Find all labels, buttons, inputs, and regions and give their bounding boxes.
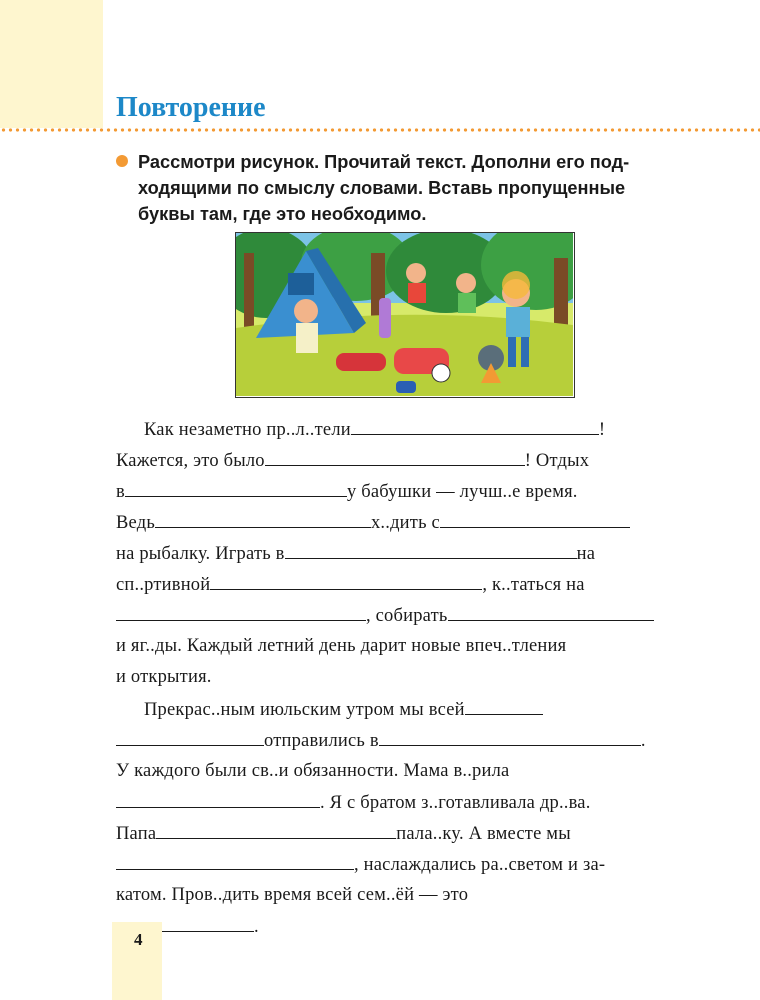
answer-blank[interactable] [379,730,641,746]
task-line: ходящими по смыслу словами. Вставь пропущенные [138,178,626,198]
text-line: сп..ртивной , к..таться на [116,575,585,595]
text-line: Папа пала..ку. А вместе мы [116,824,571,844]
task-instruction [118,149,688,227]
task-line: буквы там, где это необходимо. [138,204,427,224]
answer-blank[interactable] [116,854,354,870]
text-line: и открытия. [116,667,212,687]
margin-band [0,0,103,128]
text-line: . [116,916,276,942]
answer-blank[interactable] [116,605,366,621]
text-line: Как незаметно пр..л..тели ! [144,420,606,440]
camping-illustration [235,232,575,398]
answer-blank[interactable] [116,792,320,808]
task-line: Рассмотри рисунок. Прочитай текст. Дополни его под- [138,152,630,172]
text-line: У каждого были св..и обязанности. Мама в..рила [116,761,510,781]
page-number: 4 [134,930,143,949]
text-line: , наслаждались ра..светом и за- [116,854,684,880]
answer-blank[interactable] [448,605,654,621]
text-line: Ведь х..дить с [116,512,684,538]
answer-blank[interactable] [285,543,577,559]
text-line: на рыбалку. Играть в на [116,544,596,564]
answer-blank[interactable] [156,823,396,839]
answer-blank[interactable] [351,419,599,435]
text-line: катом. Пров..дить время всей сем..ёй — это [116,885,469,905]
text-line: и яг..ды. Каждый летний день дарит новые впеч..тления [116,636,567,656]
text-line: отправились в . [116,730,684,756]
text-line: Прекрас..ным июльским утром мы всей [116,699,684,725]
answer-blank[interactable] [465,699,543,715]
answer-blank[interactable] [116,730,264,746]
dotted-divider [0,128,760,132]
answer-blank[interactable] [155,512,371,528]
answer-blank[interactable] [210,574,482,590]
answer-blank[interactable] [440,512,630,528]
answer-blank[interactable] [265,450,525,466]
text-line: Кажется, это было ! Отдых [116,451,590,471]
text-line: . Я с братом з..готавливала др..ва. [116,792,684,818]
bullet-icon [116,155,128,167]
section-title: Повторение [116,92,266,123]
answer-blank[interactable] [125,481,347,497]
text-line: , собирать [116,605,684,631]
text-line: в у бабушки — лучш..е время. [116,482,578,502]
